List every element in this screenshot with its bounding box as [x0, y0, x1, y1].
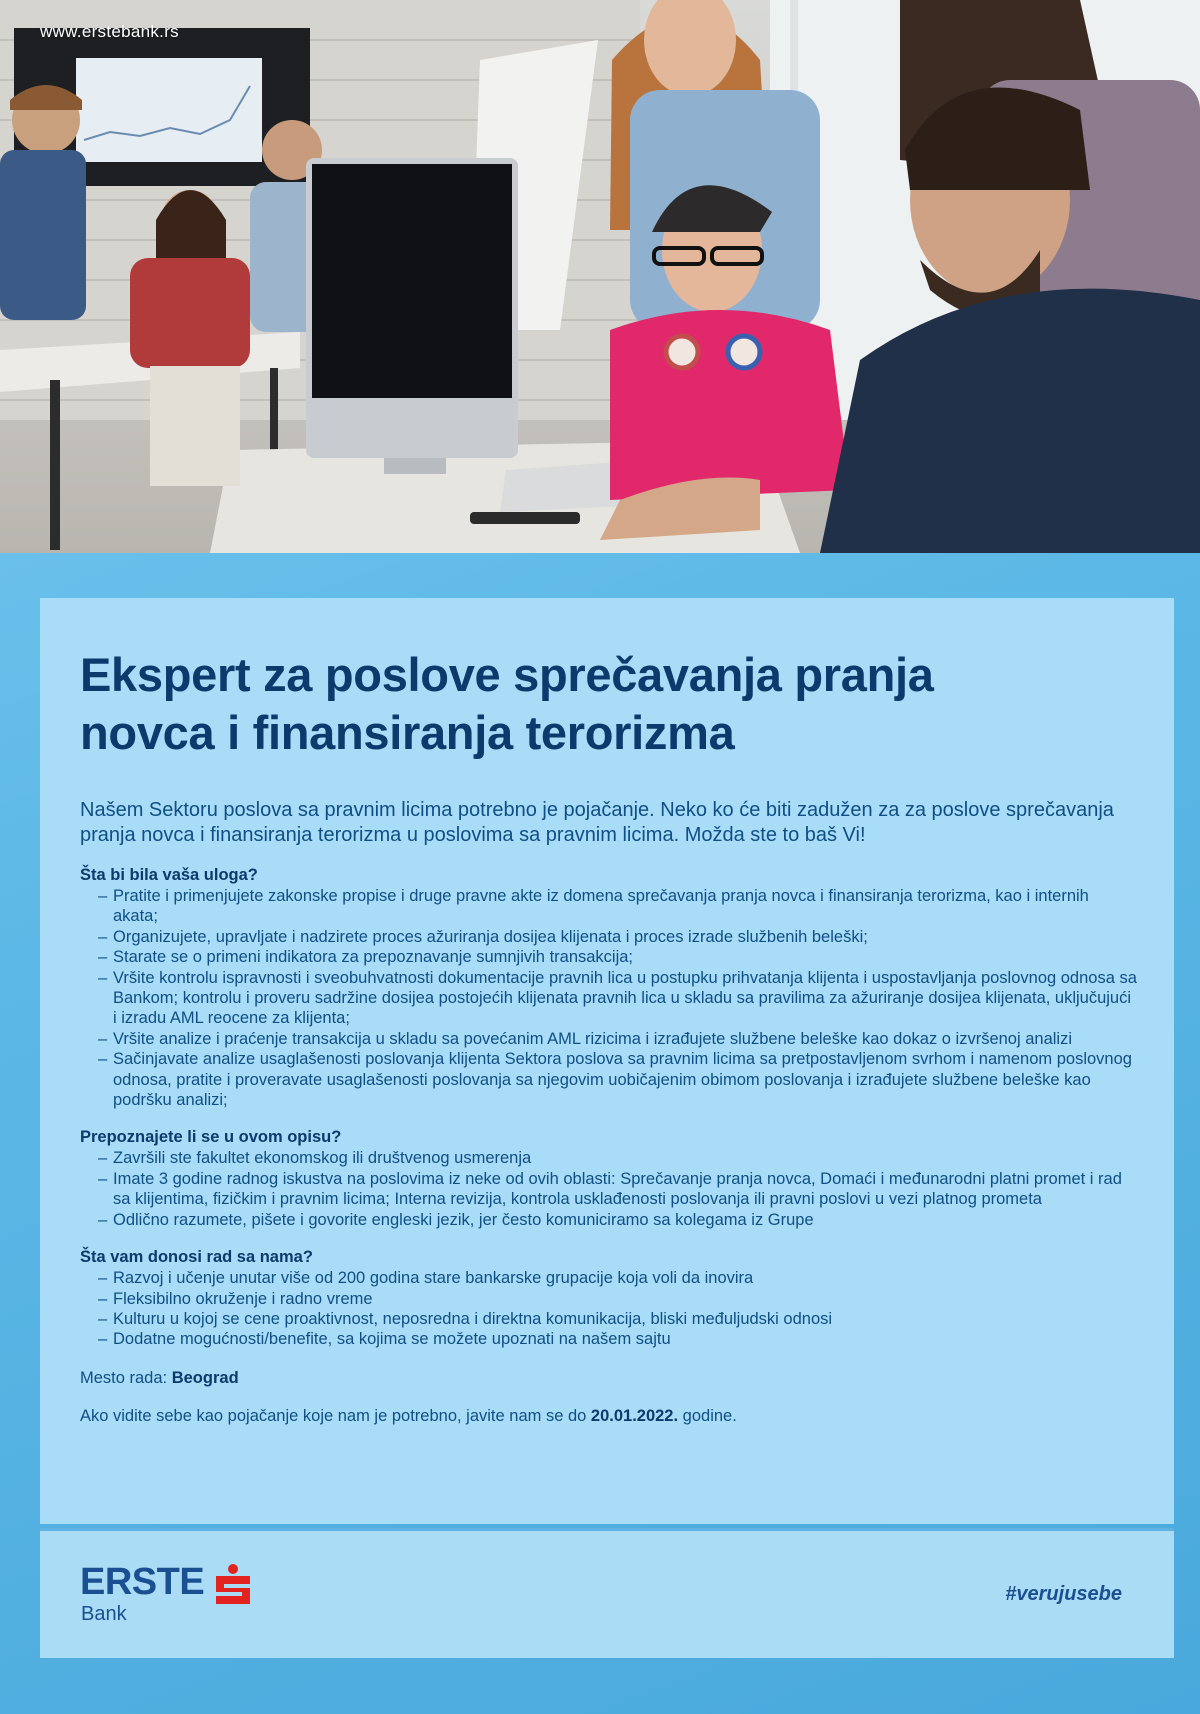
- section-title: Šta vam donosi rad sa nama?: [80, 1248, 313, 1267]
- list-item: – Fleksibilno okruženje i radno vreme: [98, 1289, 1138, 1309]
- list-item: – Završili ste fakultet ekonomskog ili društvenog usmerenja: [98, 1148, 1138, 1168]
- list-item: – Kulturu u kojoj se cene proaktivnost, neposredna i direktna komunikacija, bliski međuljudski odnosi: [98, 1309, 1138, 1329]
- role-list: [80, 886, 1138, 1110]
- work-location: [80, 1368, 1134, 1388]
- section-benefits: [80, 1248, 1134, 1350]
- list-item: – Organizujete, upravljate i nadzirete proces ažuriranja dosijea klijenata i proces izrade službenih beleški;: [98, 927, 1138, 947]
- erste-s-icon: [214, 1564, 252, 1608]
- office-team-illustration: [0, 0, 1200, 553]
- list-item: – Odlično razumete, pišete i govorite engleski jezik, jer često komuniciramo sa kolegama iz Grupe: [98, 1210, 1138, 1230]
- list-item: – Vršite kontrolu ispravnosti i sveobuhvatnosti dokumentacije pravnih lica u postupku prihvatanja klijenta i uspostavljanja poslovnog odnosa sa Bankom; kontrolu i proveru sadržine dosijea postojećih klijenata pravnih lica u skladu sa pravilima za ažuriranje dosijea klijenata, uključujući i izradu AML reocene za klijenta;: [98, 968, 1138, 1029]
- website-url: www.erstebank.rs: [40, 22, 179, 41]
- campaign-hashtag: #verujusebe: [1005, 1583, 1122, 1605]
- apply-suffix: godine.: [678, 1406, 737, 1425]
- apply-deadline: [80, 1406, 1134, 1426]
- job-intro: Našem Sektoru poslova sa pravnim licima potrebno je pojačanje. Neko ko će biti zadužen za za poslove sprečavanja pranja novca i finansiranja terorizma u poslovima sa pravnim licima. Možda ste to baš Vi!: [80, 799, 1114, 846]
- requirements-list: [80, 1148, 1138, 1230]
- job-ad-panel: [40, 598, 1174, 1524]
- location-value: Beograd: [171, 1368, 239, 1387]
- apply-prefix: Ako vidite sebe kao pojačanje koje nam je potrebno, javite nam se do: [80, 1406, 591, 1425]
- apply-date: 20.01.2022.: [590, 1406, 679, 1425]
- list-item: – Sačinjavate analize usaglašenosti poslovanja klijenta Sektora poslova sa pravnim licima sa pretpostavljenom svrhom i namenom poslovnog odnosa, pratite i proveravate usaglašenosti poslovanja sa njegovim uobičajenim obimom poslovanja i izrađujete službene beleške kao podršku analizi;: [98, 1049, 1138, 1110]
- list-item: – Vršite analize i praćenje transakcija u skladu sa povećanim AML rizicima i izrađujete službene beleške kao dokaz o izvršenoj analizi: [98, 1029, 1138, 1049]
- section-requirements: [80, 1128, 1134, 1230]
- section-role: [80, 866, 1137, 1110]
- list-item: – Imate 3 godine radnog iskustva na poslovima iz neke od ovih oblasti: Sprečavanje pranja novca, Domaći i međunarodni platni promet i rad sa klijentima, fizičkim i pravnim licima; Interna revizija, kontrola usklađenosti poslovanja ili pravni poslovi u vezi platnog prometa: [98, 1169, 1138, 1210]
- hero-photo: [0, 0, 1200, 553]
- erste-bank-logo: [80, 1561, 280, 1633]
- benefits-list: [80, 1268, 1138, 1350]
- list-item: – Dodatne mogućnosti/benefite, sa kojima se možete upoznati na našem sajtu: [98, 1329, 1138, 1349]
- list-item: – Razvoj i učenje unutar više od 200 godina stare bankarske grupacije koja voli da inovira: [98, 1268, 1138, 1288]
- logo-subtitle: Bank: [81, 1603, 127, 1625]
- list-item: – Starate se o primeni indikatora za prepoznavanje sumnjivih transakcija;: [98, 947, 1138, 967]
- list-item: – Pratite i primenjujete zakonske propise i druge pravne akte iz domena sprečavanja pranja novca i finansiranja terorizma, kao i internih akata;: [98, 886, 1138, 927]
- location-label: Mesto rada:: [80, 1368, 172, 1387]
- section-title: Prepoznajete li se u ovom opisu?: [80, 1128, 342, 1147]
- logo-wordmark: ERSTE: [80, 1561, 205, 1603]
- footer: [40, 1528, 1174, 1658]
- job-title: Ekspert za poslove sprečavanja pranja novca i finansiranja terorizma: [80, 648, 934, 759]
- section-title: Šta bi bila vaša uloga?: [80, 866, 258, 884]
